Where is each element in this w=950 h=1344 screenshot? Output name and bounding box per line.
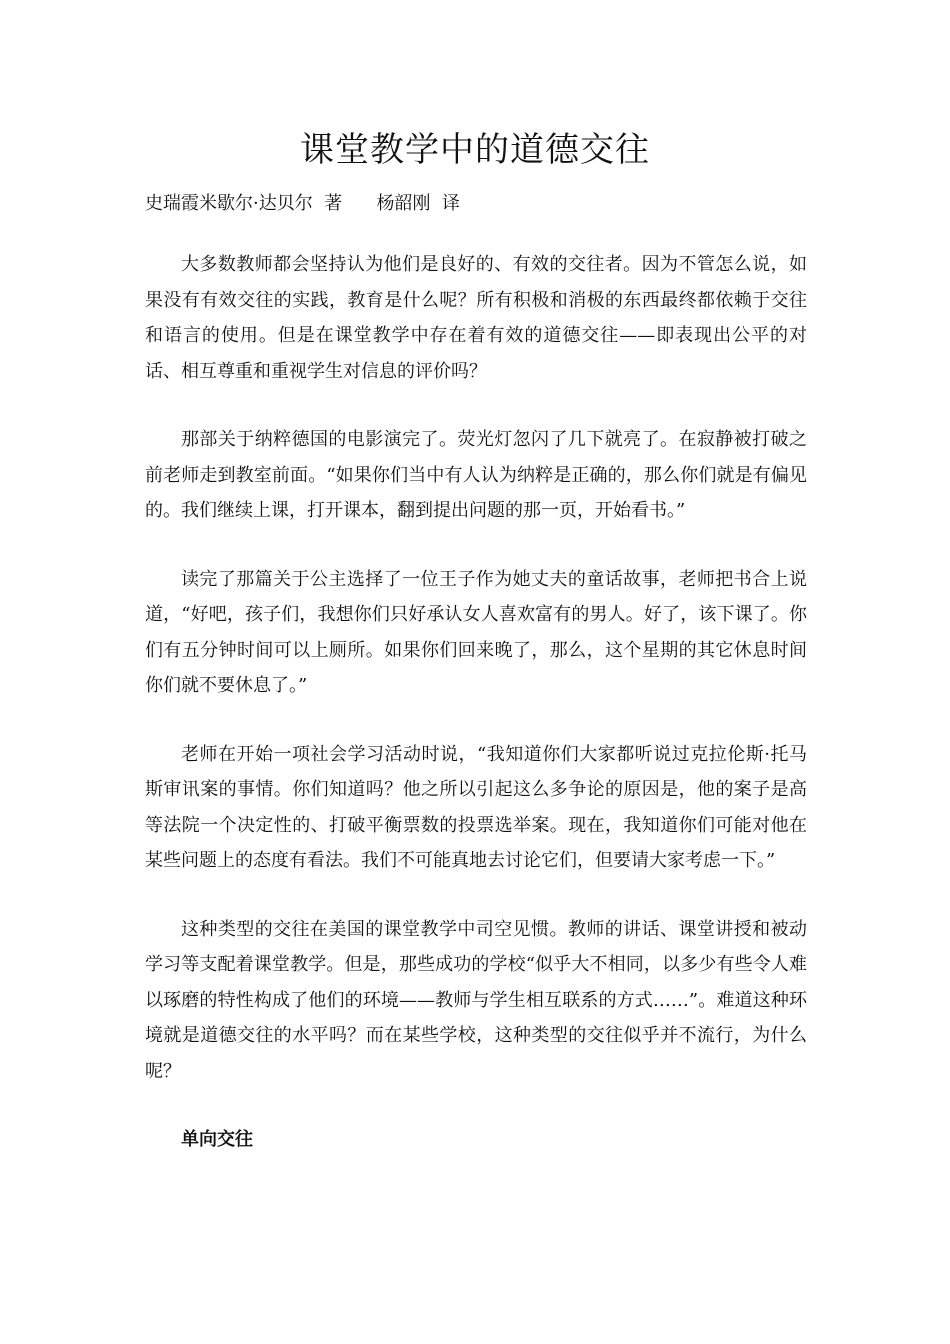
document-title: 课堂教学中的道德交往 [300,130,650,170]
paragraph-2: 那部关于纳粹德国的电影演完了。荧光灯忽闪了几下就亮了。在寂静被打破之前老师走到教室前面。“如果你们当中有人认为纳粹是正确的，那么你们就是有偏见的。我们继续上课，打开课本，翻到提出问题的那一页，开始看书。” [145,429,807,521]
paragraph-4: 老师在开始一项社会学习活动时说，“我知道你们大家都听说过克拉伦斯·托马斯审讯案的事情。你们知道吗？他之所以引起这么多争论的原因是，他的案子是高等法院一个决定性的、打破平衡票数的投票选举案。现在，我知道你们可能对他在某些问题上的态度有看法。我们不可能真地去讨论它们，但要请大家考虑一下。” [145,743,807,871]
document-body [145,247,807,1157]
paragraph-1: 大多数教师都会坚持认为他们是良好的、有效的交往者。因为不管怎么说，如果没有有效交往的实践，教育是什么呢？所有积极和消极的东西最终都依赖于交往和语言的使用。但是在课堂教学中存在着有效的道德交往——即表现出公平的对话、相互尊重和重视学生对信息的评价吗？ [145,254,807,382]
section-heading: 单向交往 [181,1129,253,1150]
author-byline: 史瑞霞米歇尔·达贝尔 著 杨韶刚 译 [145,193,460,214]
paragraph-5: 这种类型的交往在美国的课堂教学中司空见惯。教师的讲话、课堂讲授和被动学习等支配着课堂教学。但是，那些成功的学校“似乎大不相同，以多少有些令人难以琢磨的特性构成了他们的环境——教师与学生相互联系的方式……”。难道这种环境就是道德交往的水平吗？而在某些学校，这种类型的交往似乎并不流行，为什么呢？ [145,918,807,1082]
paragraph-3: 读完了那篇关于公主选择了一位王子作为她丈夫的童话故事，老师把书合上说道，“好吧，孩子们，我想你们只好承认女人喜欢富有的男人。好了，该下课了。你们有五分钟时间可以上厕所。如果你们回来晚了，那么，这个星期的其它休息时间你们就不要休息了。” [145,568,807,696]
